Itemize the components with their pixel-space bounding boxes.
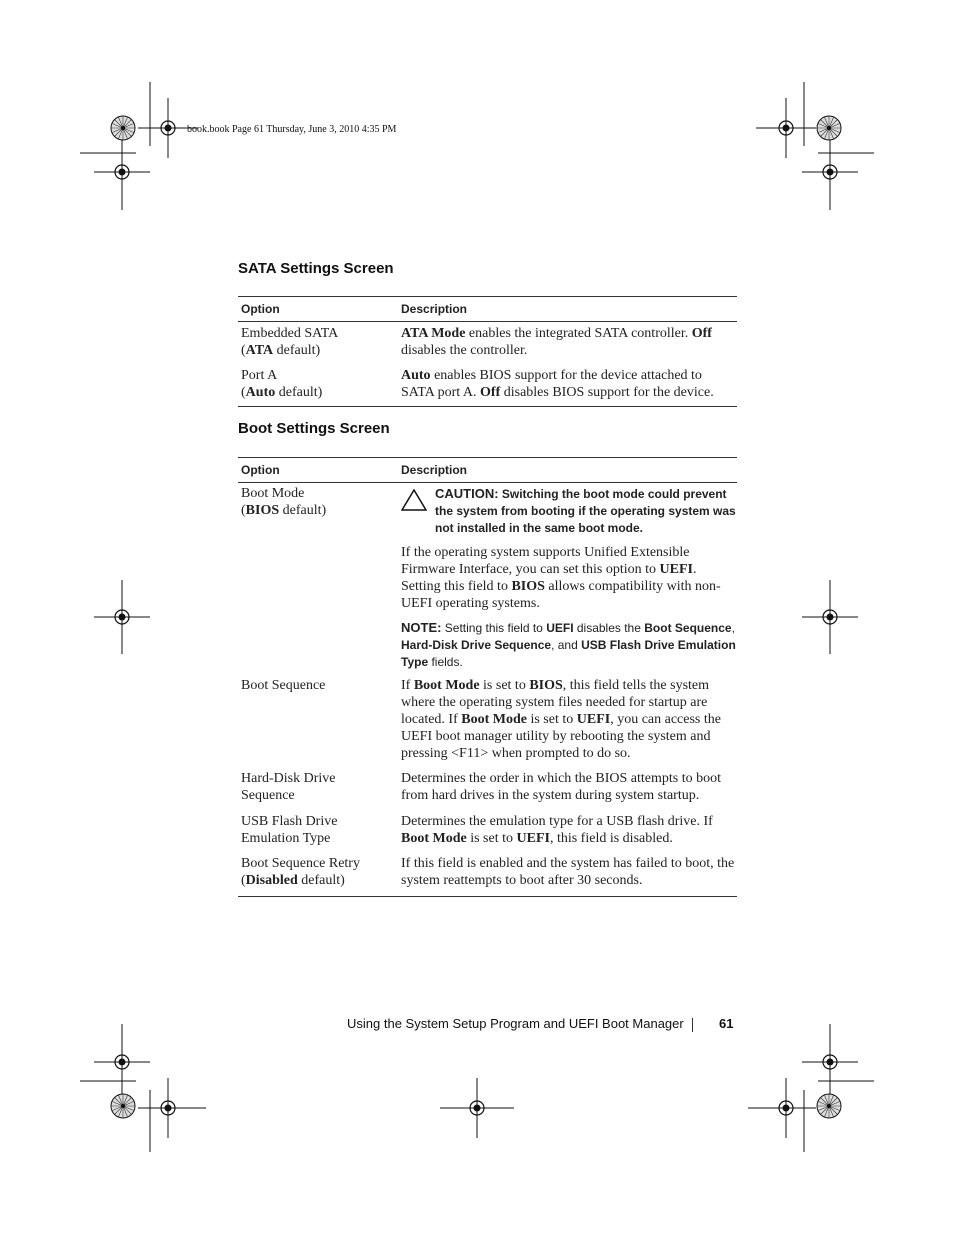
option-cell: Boot Sequence xyxy=(241,678,326,693)
table-header xyxy=(238,458,737,482)
table-row xyxy=(238,364,737,406)
note-box: NOTE: Setting this field to UEFI disables the Boot Sequence, Hard-Disk Drive Sequence, and USB Flash Drive Emulation Type fields. xyxy=(401,620,736,669)
option-cell: Embedded SATA (ATA default) xyxy=(241,326,339,358)
footer-divider xyxy=(692,1018,693,1032)
sata-settings-table xyxy=(238,296,737,407)
description-cell: Determines the emulation type for a USB flash drive. If Boot Mode is set to UEFI, this field is disabled. xyxy=(401,814,713,846)
boot-mode-paragraph: If the operating system supports Unified Extensible Firmware Interface, you can set this option to UEFI. Setting this field to BIOS allows compatibility with non-UEFI operating systems. xyxy=(401,545,721,611)
description-cell: Auto enables BIOS support for the device attached to SATA port A. Off disables BIOS support for the device. xyxy=(401,368,714,400)
print-header: book.book Page 61 Thursday, June 3, 2010 4:35 PM xyxy=(187,124,397,135)
description-cell xyxy=(401,485,737,671)
sata-section-title: SATA Settings Screen xyxy=(238,260,394,277)
col-description-header: Description xyxy=(401,302,468,316)
description-cell: If this field is enabled and the system has failed to boot, the system reattempts to boot after 30 seconds. xyxy=(401,856,735,888)
col-option-header: Option xyxy=(241,463,280,477)
table-header xyxy=(238,297,737,321)
option-cell: Boot Sequence Retry (Disabled default) xyxy=(241,856,360,888)
table-row xyxy=(238,853,737,896)
col-option-header: Option xyxy=(241,302,280,316)
option-cell: Boot Mode (BIOS default) xyxy=(241,486,327,518)
footer-chapter-title: Using the System Setup Program and UEFI Boot Manager xyxy=(347,1016,684,1031)
page-number: 61 xyxy=(719,1016,734,1031)
option-cell: Port A (Auto default) xyxy=(241,368,323,400)
description-cell: ATA Mode enables the integrated SATA controller. Off disables the controller. xyxy=(401,326,712,358)
boot-settings-table xyxy=(238,457,737,897)
col-description-header: Description xyxy=(401,463,468,477)
description-cell: Determines the order in which the BIOS attempts to boot from hard drives in the system during system startup. xyxy=(401,771,721,803)
boot-section-title: Boot Settings Screen xyxy=(238,420,390,437)
table-row xyxy=(238,483,737,675)
caution-triangle-icon xyxy=(401,489,427,511)
description-cell: If Boot Mode is set to BIOS, this field tells the system where the operating system files needed for startup are located. If Boot Mode is set to UEFI, you can access the UEFI boot manager utility by rebooting the system and pressing <F11> when prompted to do so. xyxy=(401,678,721,761)
table-row xyxy=(238,768,737,811)
option-cell: USB Flash Drive Emulation Type xyxy=(241,814,338,846)
table-row xyxy=(238,322,737,364)
caution-box: CAUTION: Switching the boot mode could prevent the system from booting if the operating system was not installed in the same boot mode. xyxy=(401,485,737,537)
option-cell: Hard-Disk Drive Sequence xyxy=(241,771,336,803)
table-row xyxy=(238,811,737,853)
table-row xyxy=(238,675,737,768)
